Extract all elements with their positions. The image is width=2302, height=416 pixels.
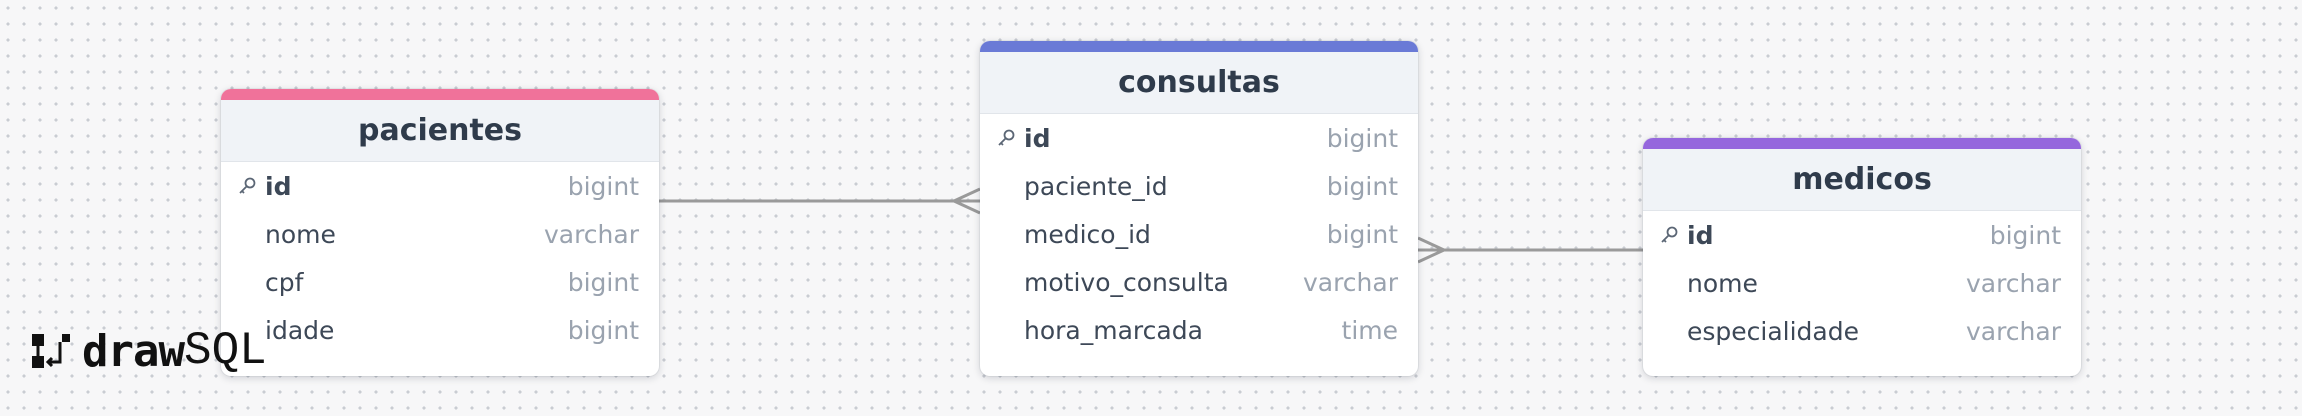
field-type: varchar — [1965, 316, 2061, 346]
field-type: varchar — [543, 219, 639, 249]
field-name: nome — [265, 219, 336, 249]
drawsql-logo[interactable] — [30, 325, 267, 377]
table-accent-bar — [1643, 138, 2081, 149]
table-accent-bar — [980, 41, 1418, 52]
field-name: id — [265, 171, 292, 201]
field-name: id — [1687, 220, 1714, 250]
key-icon — [1659, 225, 1679, 245]
field-name: hora_marcada — [1024, 315, 1203, 345]
field-type: bigint — [567, 267, 639, 297]
table-title[interactable]: pacientes — [221, 100, 659, 162]
field-row[interactable] — [221, 210, 659, 258]
field-name: paciente_id — [1024, 171, 1168, 201]
field-type: time — [1341, 315, 1398, 345]
field-name: id — [1024, 123, 1051, 153]
key-icon — [996, 128, 1016, 148]
field-row[interactable] — [221, 162, 659, 210]
field-row[interactable] — [980, 258, 1418, 306]
field-row[interactable] — [980, 114, 1418, 162]
logo-text-draw: draw — [82, 325, 184, 377]
field-row[interactable] — [980, 210, 1418, 258]
field-row[interactable] — [980, 162, 1418, 210]
drawsql-logo-icon — [30, 330, 72, 372]
field-type: bigint — [1326, 171, 1398, 201]
field-row[interactable] — [1643, 211, 2081, 259]
relationship-pacientes-consultas[interactable] — [659, 189, 980, 213]
table-title[interactable]: medicos — [1643, 149, 2081, 211]
crows-foot-upper — [1418, 238, 1444, 250]
field-row[interactable] — [221, 306, 659, 354]
relationship-medicos-consultas[interactable] — [1418, 238, 1643, 262]
field-type: varchar — [1965, 268, 2061, 298]
field-type: bigint — [1989, 220, 2061, 250]
crows-foot-lower — [954, 201, 980, 213]
field-type: bigint — [1326, 123, 1398, 153]
field-type: bigint — [567, 315, 639, 345]
field-type: bigint — [567, 171, 639, 201]
field-name: medico_id — [1024, 219, 1151, 249]
field-row[interactable] — [980, 306, 1418, 354]
crows-foot-lower — [1418, 250, 1444, 262]
table-pacientes[interactable] — [221, 89, 659, 376]
field-row[interactable] — [1643, 259, 2081, 307]
table-consultas[interactable] — [980, 41, 1418, 376]
field-name: nome — [1687, 268, 1758, 298]
crows-foot-upper — [954, 189, 980, 201]
field-type: bigint — [1326, 219, 1398, 249]
logo-text-sql: SQL — [183, 325, 267, 377]
table-title[interactable]: consultas — [980, 52, 1418, 114]
field-name: idade — [265, 315, 335, 345]
table-accent-bar — [221, 89, 659, 100]
field-name: cpf — [265, 267, 304, 297]
table-medicos[interactable] — [1643, 138, 2081, 376]
field-row[interactable] — [1643, 307, 2081, 355]
field-row[interactable] — [221, 258, 659, 306]
field-name: especialidade — [1687, 316, 1859, 346]
field-type: varchar — [1302, 267, 1398, 297]
field-name: motivo_consulta — [1024, 267, 1229, 297]
key-icon — [237, 176, 257, 196]
